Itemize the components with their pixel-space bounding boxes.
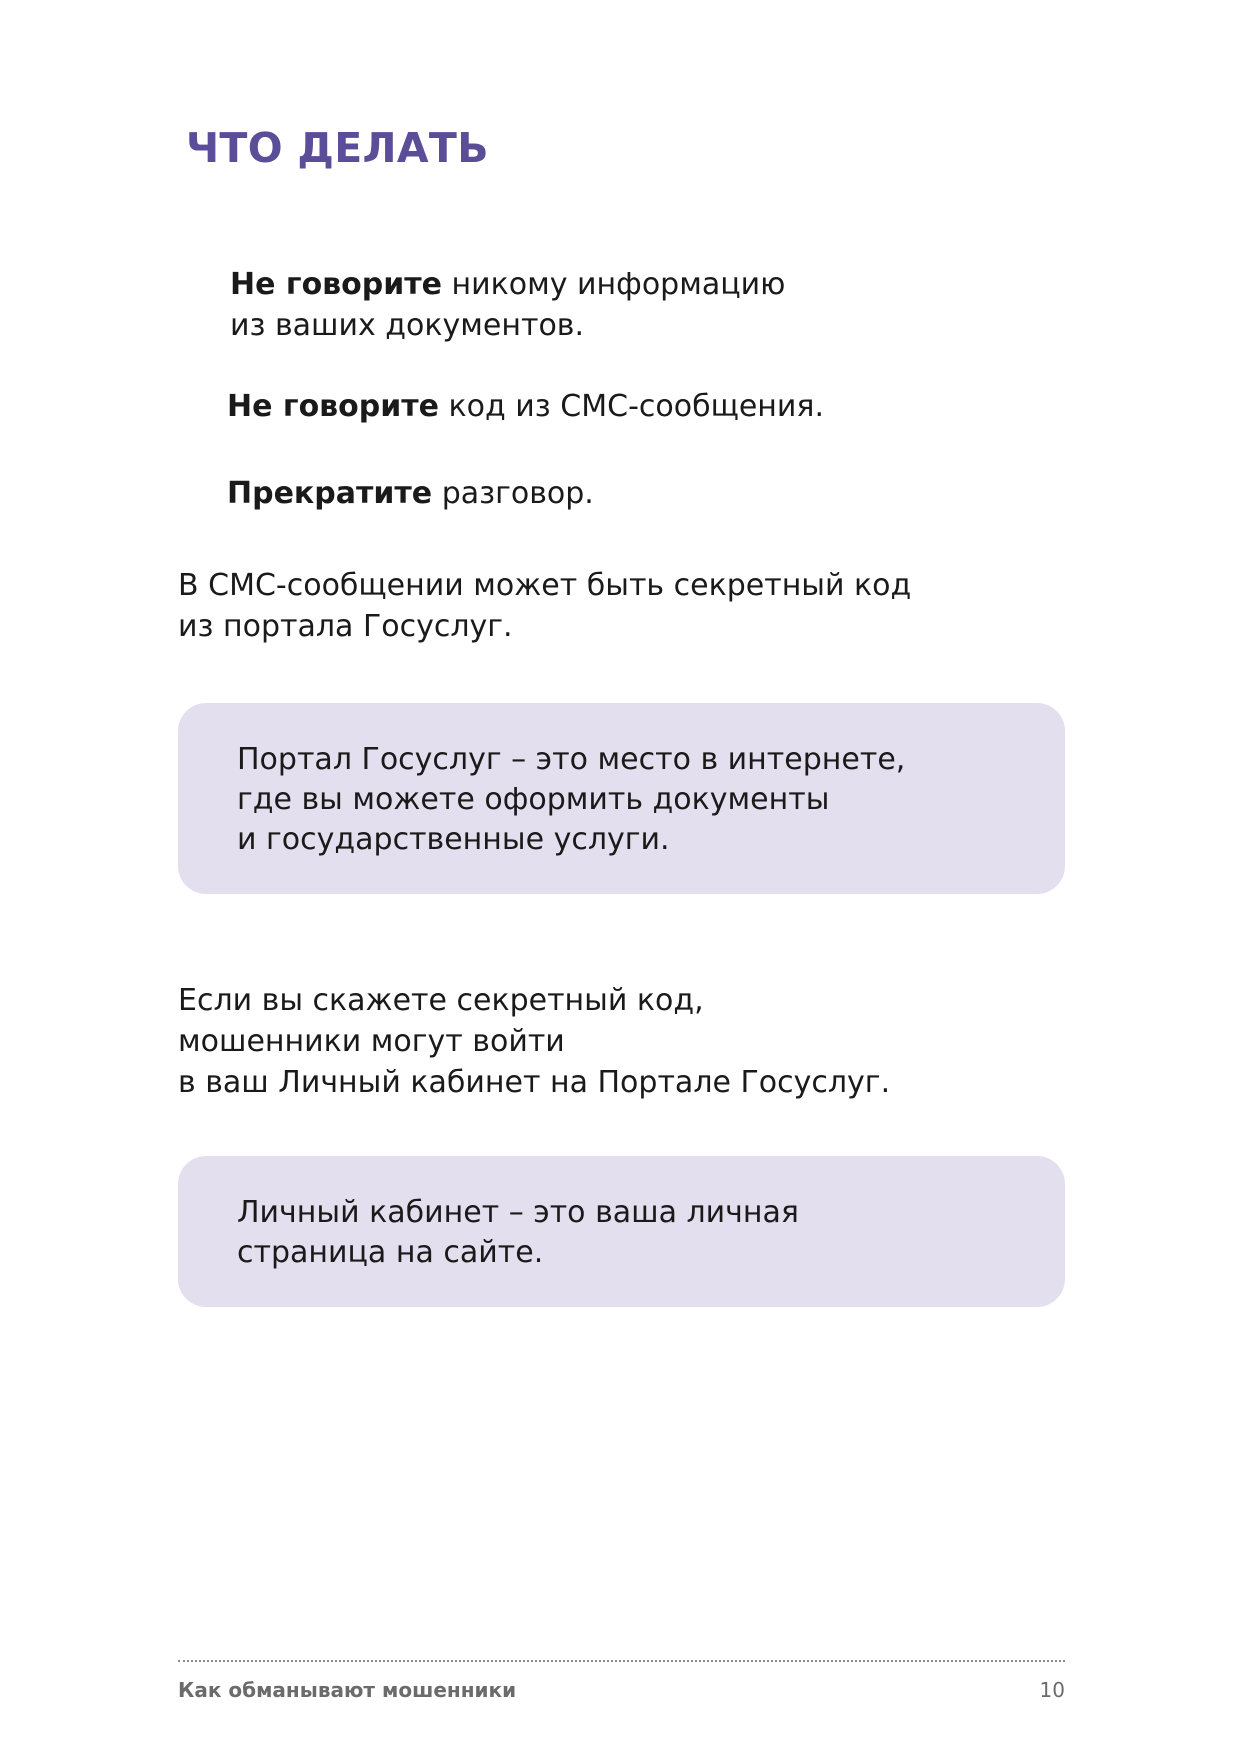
tip-bold-text: Не говорите xyxy=(230,267,443,302)
tip-bold-text: Прекратите xyxy=(227,476,433,511)
info-box-personal-cabinet xyxy=(178,1156,1065,1307)
tip-do-not-share-documents xyxy=(230,264,785,346)
info-box-text: Личный кабинет – это ваша личная страница на сайте. xyxy=(237,1195,799,1270)
tip-text: никому информацию xyxy=(442,267,786,302)
tip-do-not-share-sms-code xyxy=(227,386,824,427)
paragraph-sms-code: В СМС-сообщении может быть секретный код из портала Госуслуг. xyxy=(178,568,912,644)
info-box-text: Портал Госуслуг – это место в интернете, где вы можете оформить документы и государственные услуги. xyxy=(237,742,906,857)
tip-bold-text: Не говорите xyxy=(227,389,440,424)
tip-text: разговор. xyxy=(432,476,594,511)
footer-divider xyxy=(178,1660,1065,1662)
page-title: ЧТО ДЕЛАТЬ xyxy=(186,124,489,172)
tip-end-conversation xyxy=(227,473,594,514)
info-box-gosuslugi xyxy=(178,703,1065,894)
tip-text: код из СМС-сообщения. xyxy=(439,389,825,424)
tip-text-line2: из ваших документов. xyxy=(230,308,585,343)
footer-title: Как обманывают мошенники xyxy=(178,1678,517,1702)
page-number: 10 xyxy=(1039,1678,1065,1702)
paragraph-secret-code: Если вы скажете секретный код, мошенники могут войти в ваш Личный кабинет на Портале Госуслуг. xyxy=(178,983,891,1100)
